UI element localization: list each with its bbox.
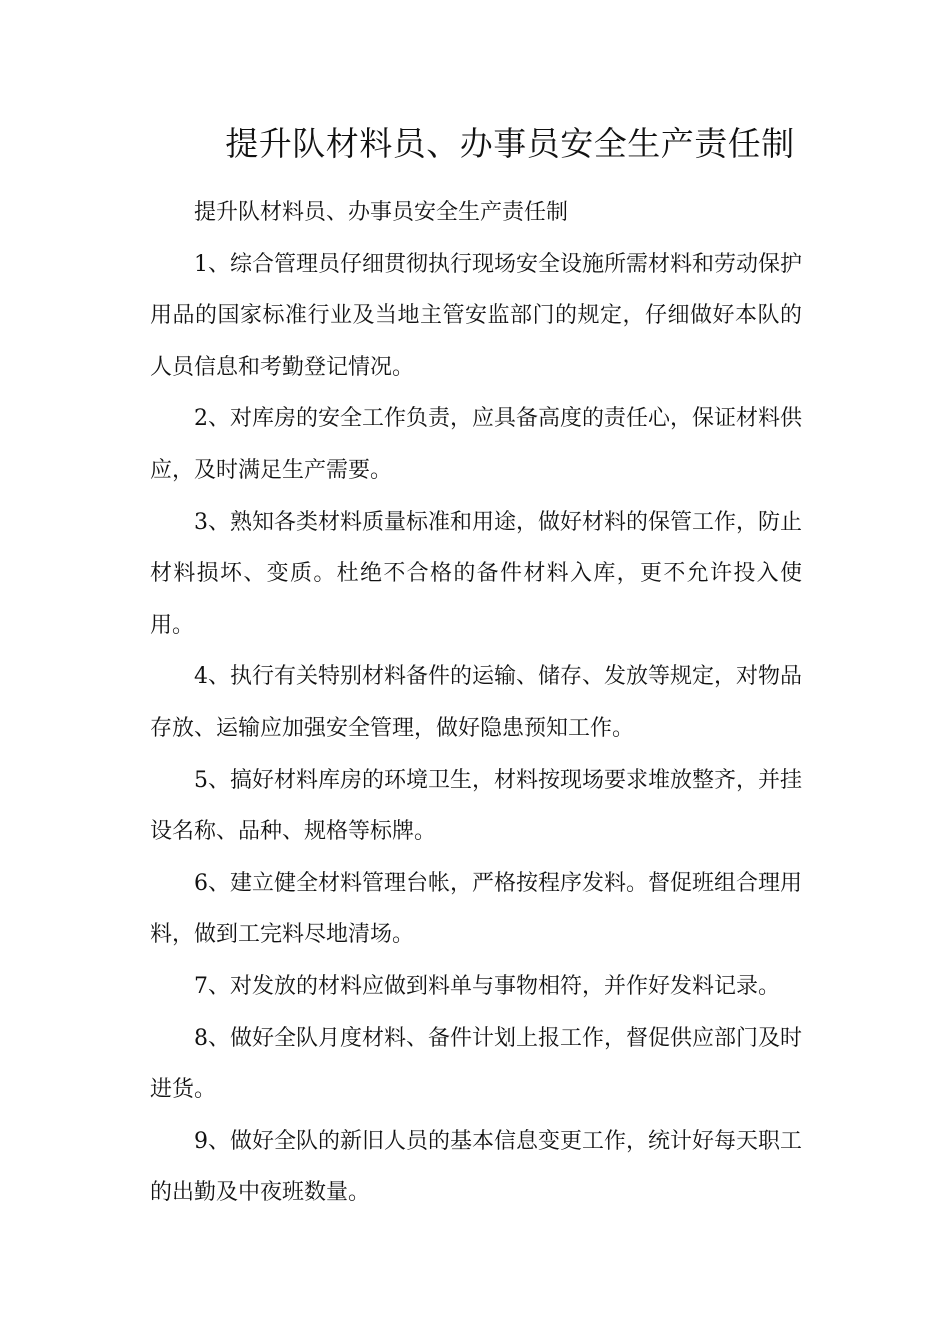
paragraph-4: 4、执行有关特别材料备件的运输、储存、发放等规定，对物品存放、运输应加强安全管理，做好隐患预知工作。: [150, 664, 802, 741]
paragraph-3: 3、熟知各类材料质量标准和用途，做好材料的保管工作，防止材料损坏、变质。杜绝不合格的备件材料入库，更不允许投入使用。: [150, 509, 802, 638]
paragraph-6: 6、建立健全材料管理台帐，严格按程序发料。督促班组合理用料，做到工完料尽地清场。: [150, 870, 802, 948]
document-body: [150, 187, 802, 1219]
document-title: 提升队材料员、办事员安全生产责任制: [225, 124, 795, 163]
paragraph-1: 1、综合管理员仔细贯彻执行现场安全设施所需材料和劳动保护用品的国家标准行业及当地主管安监部门的规定，仔细做好本队的人员信息和考勤登记情况。: [150, 251, 802, 380]
paragraph-5: 5、搞好材料库房的环境卫生，材料按现场要求堆放整齐，并挂设名称、品种、规格等标牌。: [150, 767, 802, 845]
paragraph-8: 8、做好全队月度材料、备件计划上报工作，督促供应部门及时进货。: [150, 1025, 802, 1103]
document-subtitle: 提升队材料员、办事员安全生产责任制: [194, 200, 569, 225]
paragraph-9: 9、做好全队的新旧人员的基本信息变更工作，统计好每天职工的出勤及中夜班数量。: [150, 1128, 802, 1206]
paragraph-7: 7、对发放的材料应做到料单与事物相符，并作好发料记录。: [194, 973, 780, 999]
paragraph-2: 2、对库房的安全工作负责，应具备高度的责任心，保证材料供应，及时满足生产需要。: [150, 406, 802, 483]
